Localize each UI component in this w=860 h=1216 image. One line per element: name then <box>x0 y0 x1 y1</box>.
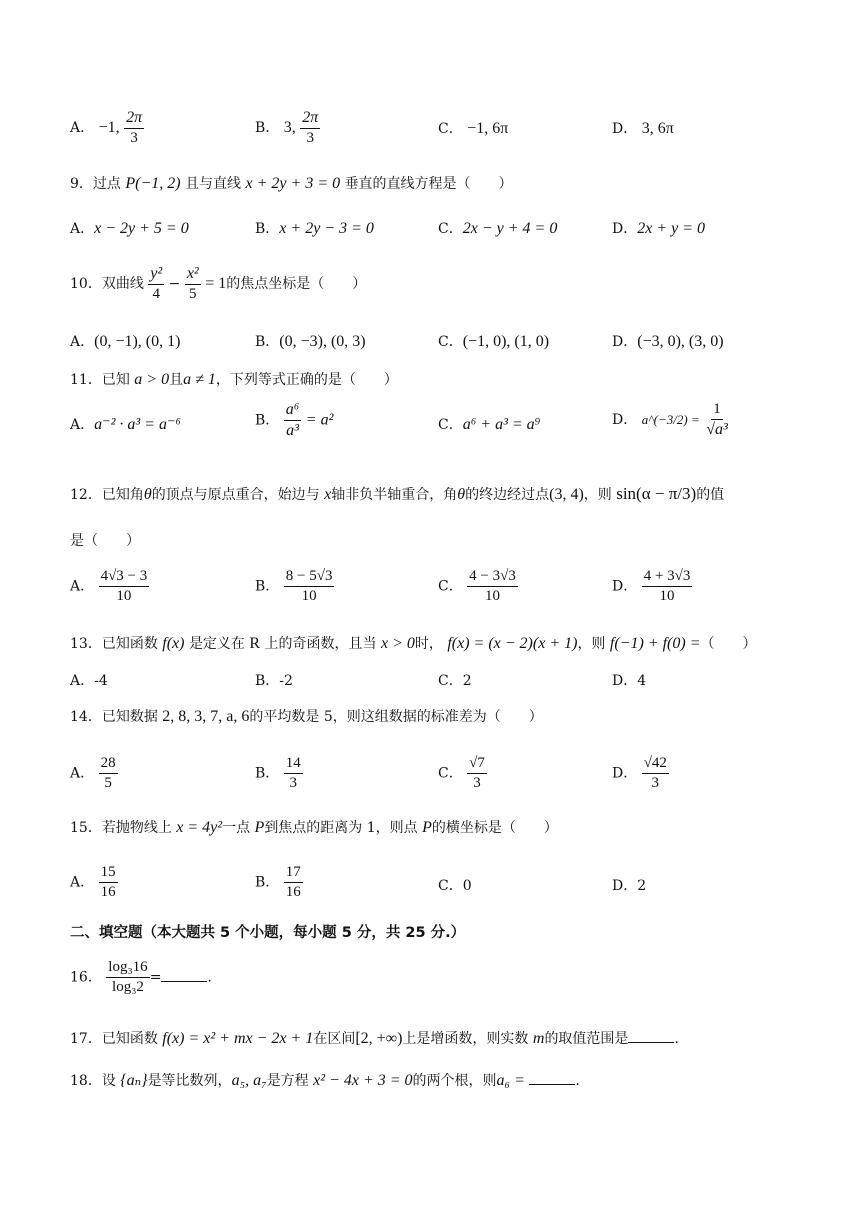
q15-option-b[interactable]: B． $\frac{17}{16}$ <box>255 864 301 900</box>
q14-option-b[interactable]: B． $\frac{14}{3}$ <box>255 755 301 791</box>
q15-option-d[interactable]: D．2 <box>612 878 647 894</box>
q10-option-d[interactable]: D．(−3, 0), (3, 0) <box>612 333 724 350</box>
fraction: $\frac{2\pi}{3}$ <box>126 109 143 146</box>
q11-option-a[interactable]: A．a⁻² · a³ = a⁻⁶ <box>70 416 181 433</box>
q14-option-c[interactable]: C． $\frac{√7}{3}$ <box>438 755 485 791</box>
q8-option-a[interactable]: A． −1, $\frac{2\pi}{3}$ <box>70 109 143 146</box>
q13-option-a[interactable]: A．-4 <box>70 673 108 689</box>
q10-stem: 10．双曲线 $\frac{\text{y²}}{4}$ − $\frac{\text{x²}}{5}$ = 1的焦点坐标是（ ） <box>70 265 367 302</box>
section-heading: 二、填空题（本大题共 5 个小题，每小题 5 分，共 25 分.） <box>70 925 466 941</box>
fraction: $\frac{17}{16}$ <box>285 864 301 900</box>
q11-option-d[interactable]: D． a^(−3/2) = $\frac{1}{\text{√a³}}$ <box>612 401 728 438</box>
fraction: $\frac{\text{a⁶}}{\text{a³}}$ <box>285 401 300 439</box>
q9-option-b[interactable]: B．x + 2y − 3 = 0 <box>255 220 374 237</box>
q16-stem: 16． $\frac{\text{log₃16}}{\text{log₃2}}$ = . <box>70 959 212 995</box>
q18-stem: 18．设 {aₙ}是等比数列，a₅, a₇是方程 x² − 4x + 3 = 0的两个根，则a₆ = . <box>70 1072 580 1089</box>
q14-option-a[interactable]: A． $\frac{28}{5}$ <box>70 755 116 791</box>
q13-option-d[interactable]: D．4 <box>612 673 647 689</box>
q8-option-d[interactable]: D． 3, 6π <box>612 120 674 137</box>
q12-option-d[interactable]: D． $\frac{4 + 3√3}{10}$ <box>612 568 691 604</box>
q15-option-c[interactable]: C．0 <box>438 878 472 894</box>
q14-option-d[interactable]: D． $\frac{√42}{3}$ <box>612 755 667 791</box>
q17-stem: 17．已知函数 f(x) = x² + mx − 2x + 1在区间[2, +∞)上是增函数，则实数 m的取值范围是 . <box>70 1030 679 1047</box>
fraction: $\frac{√42}{3}$ <box>643 755 667 791</box>
answer-blank[interactable] <box>628 1032 674 1043</box>
q13-option-c[interactable]: C．2 <box>438 673 472 689</box>
fraction: $\frac{4 + 3√3}{10}$ <box>643 568 691 604</box>
fraction: $\frac{14}{3}$ <box>285 755 301 791</box>
fraction: $\frac{√7}{3}$ <box>469 755 485 791</box>
q9-option-c[interactable]: C．2x − y + 4 = 0 <box>438 220 558 237</box>
fraction: $\frac{28}{5}$ <box>100 755 116 791</box>
q9-option-d[interactable]: D．2x + y = 0 <box>612 220 706 237</box>
q12-option-c[interactable]: C． $\frac{4 - 3√3}{10}$ <box>438 568 516 604</box>
q13-option-b[interactable]: B．-2 <box>255 673 293 689</box>
fraction: $\frac{4 - 3√3}{10}$ <box>469 568 516 604</box>
q11-stem: 11．已知 a > 0且a ≠ 1，下列等式正确的是（ ） <box>70 371 398 388</box>
q10-option-c[interactable]: C．(−1, 0), (1, 0) <box>438 333 550 350</box>
q10-option-a[interactable]: A．(0, −1), (0, 1) <box>70 333 181 350</box>
fraction: $\frac{2\pi}{3}$ <box>302 109 319 146</box>
q9-stem: 9．过点 P(−1, 2) 且与直线 x + 2y + 3 = 0 垂直的直线方程是（ ） <box>70 175 513 192</box>
fraction: $\frac{1}{\text{√a³}}$ <box>706 401 728 438</box>
q12-option-b[interactable]: B． $\frac{8 - 5√3}{10}$ <box>255 568 333 604</box>
answer-blank[interactable] <box>161 971 207 982</box>
q14-stem: 14．已知数据 2, 8, 3, 7, a, 6的平均数是 5，则这组数据的标准差为（ ） <box>70 708 543 725</box>
q15-option-a[interactable]: A． $\frac{15}{16}$ <box>70 864 116 900</box>
q9-option-a[interactable]: A．x − 2y + 5 = 0 <box>70 220 189 237</box>
q12-option-a[interactable]: A． $\frac{4√3 - 3}{10}$ <box>70 568 148 604</box>
q10-option-b[interactable]: B．(0, −3), (0, 3) <box>255 333 366 350</box>
q8-option-c[interactable]: C． −1, 6π <box>438 120 509 137</box>
fraction: $\frac{\text{y²}}{4}$ <box>150 265 163 302</box>
fraction: $\frac{8 - 5√3}{10}$ <box>285 568 333 604</box>
q8-option-b[interactable]: B． 3, $\frac{2\pi}{3}$ <box>255 109 319 146</box>
q12-stem-cont: 是（ ） <box>70 533 140 549</box>
fraction: $\frac{\text{x²}}{5}$ <box>186 265 199 302</box>
fraction: $\frac{15}{16}$ <box>100 864 116 900</box>
q12-stem: 12．已知角θ的顶点与原点重合，始边与 x轴非负半轴重合，角θ的终边经过点(3, 4)，则 sin(α − π/3)的值 <box>70 484 725 503</box>
fraction: $\frac{\text{log₃16}}{\text{log₃2}}$ <box>108 959 148 995</box>
q11-option-c[interactable]: C．a⁶ + a³ = a⁹ <box>438 416 541 433</box>
q13-stem: 13．已知函数 f(x) 是定义在 R 上的奇函数，且当 x > 0时， f(x) = (x − 2)(x + 1)，则 f(−1) + f(0) =（ ） <box>70 635 757 652</box>
answer-blank[interactable] <box>529 1074 575 1085</box>
fraction: $\frac{4√3 - 3}{10}$ <box>100 568 148 604</box>
q15-stem: 15．若抛物线上 x = 4y²一点 P到焦点的距离为 1，则点 P的横坐标是（ ） <box>70 819 558 836</box>
q11-option-b[interactable]: B． $\frac{\text{a⁶}}{\text{a³}}$ = a² <box>255 401 334 439</box>
